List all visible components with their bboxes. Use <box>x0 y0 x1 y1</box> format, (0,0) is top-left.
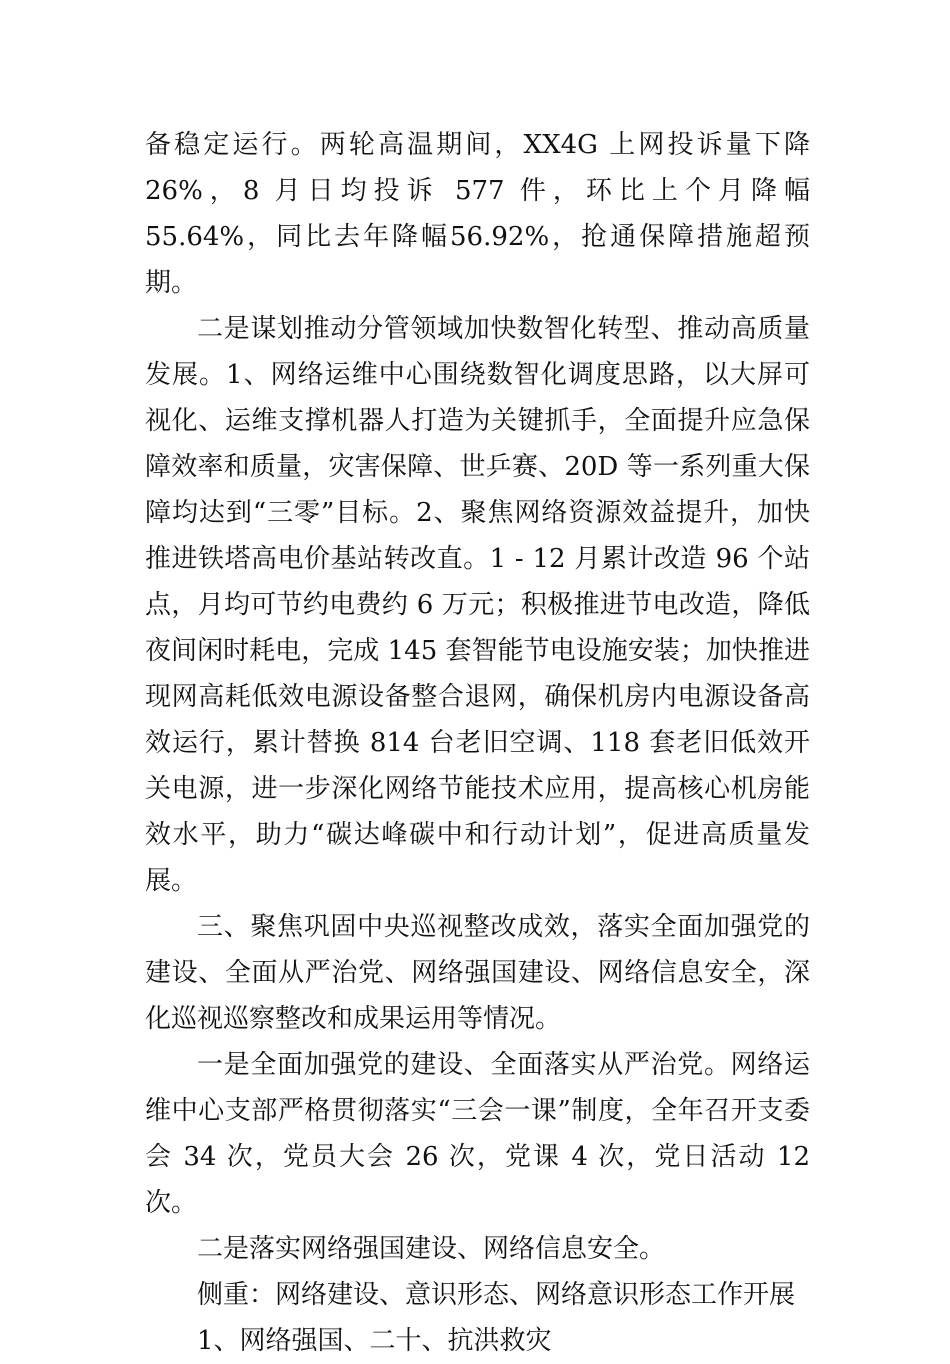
paragraph-section-three-heading: 三、聚焦巩固中央巡视整改成效，落实全面加强党的建设、全面从严治党、网络强国建设、网络信息安全，深化巡视巡察整改和成果运用等情况。 <box>145 912 810 1034</box>
paragraph-digital-transformation: 二是谋划推动分管领域加快数智化转型、推动高质量发展。1、网络运维中心围绕数智化调度思路，以大屏可视化、运维支撑机器人打造为关键抓手，全面提升应急保障效率和质量，灾害保障、世乒赛、20D 等一系列重大保障均达到“三零”目标。2、聚焦网络资源效益提升，加快推进铁塔高电价基站转改直。1 - 12 月累计改造 96 个站点，月均可节约电费约 6 万元；积极推进节电改造，降低夜间闲时耗电，完成 145 套智能节电设施安装；加快推进现网高耗低效电源设备整合退网，确保机房内电源设备高效运行，累计替换 814 台老旧空调、118 套老旧低效开关电源，进一步深化网络节能技术应用，提高核心机房能效水平，助力“碳达峰碳中和行动计划”，促进高质量发展。 <box>145 314 810 896</box>
paragraph-network-security: 二是落实网络强国建设、网络信息安全。 <box>197 1234 666 1264</box>
paragraph-list-item-one: 1、网络强国、二十、抗洪救灾 <box>197 1326 552 1356</box>
paragraph-focus-note: 侧重：网络建设、意识形态、网络意识形态工作开展 <box>197 1280 796 1310</box>
document-body <box>145 122 810 1364</box>
paragraph-party-building: 一是全面加强党的建设、全面落实从严治党。网络运维中心支部严格贯彻落实“三会一课”制度，全年召开支委会 34 次，党员大会 26 次，党课 4 次，党日活动 12 次。 <box>145 1050 810 1218</box>
paragraph-continuation: 备稳定运行。两轮高温期间，XX4G 上网投诉量下降 26%，8 月日均投诉 577 件，环比上个月降幅 55.64%，同比去年降幅56.92%，抢通保障措施超预期。 <box>145 130 810 298</box>
